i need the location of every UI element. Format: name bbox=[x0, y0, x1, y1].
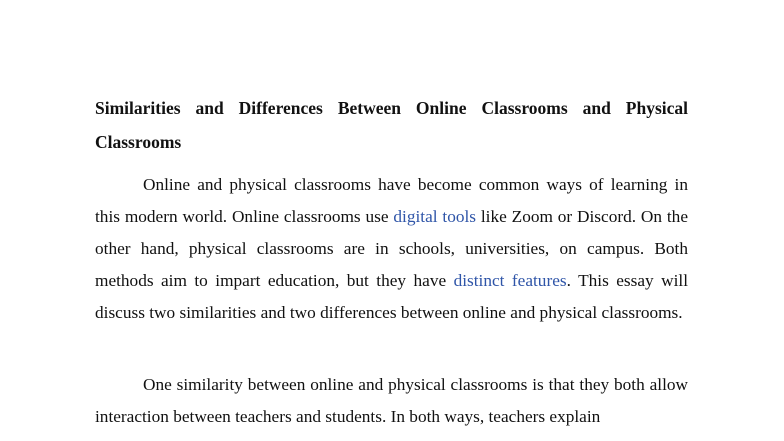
paragraph-text: like Zoom or Discord. On the other hand, physical classrooms are in schools, universities, on campus. Both methods aim to impart education, but they have bbox=[95, 207, 688, 290]
link-distinct-features[interactable]: distinct features bbox=[453, 271, 567, 290]
document-title: Similarities and Differences Between Online Classrooms and Physical Classrooms bbox=[95, 98, 688, 152]
link-digital-tools[interactable]: digital tools bbox=[393, 207, 477, 226]
paragraph-text: . This essay will discuss two similarities and two differences between online and physical classrooms. bbox=[95, 271, 689, 322]
paragraph-intro bbox=[95, 169, 688, 329]
paragraph-text: One similarity between online and physical classrooms is that they both allow interaction between teachers and students. In both ways, teachers explain bbox=[95, 375, 688, 426]
paragraph-similarity bbox=[95, 369, 688, 433]
paragraph-text: Online and physical classrooms have become common ways of learning in this modern world. Online classrooms use bbox=[95, 175, 688, 226]
